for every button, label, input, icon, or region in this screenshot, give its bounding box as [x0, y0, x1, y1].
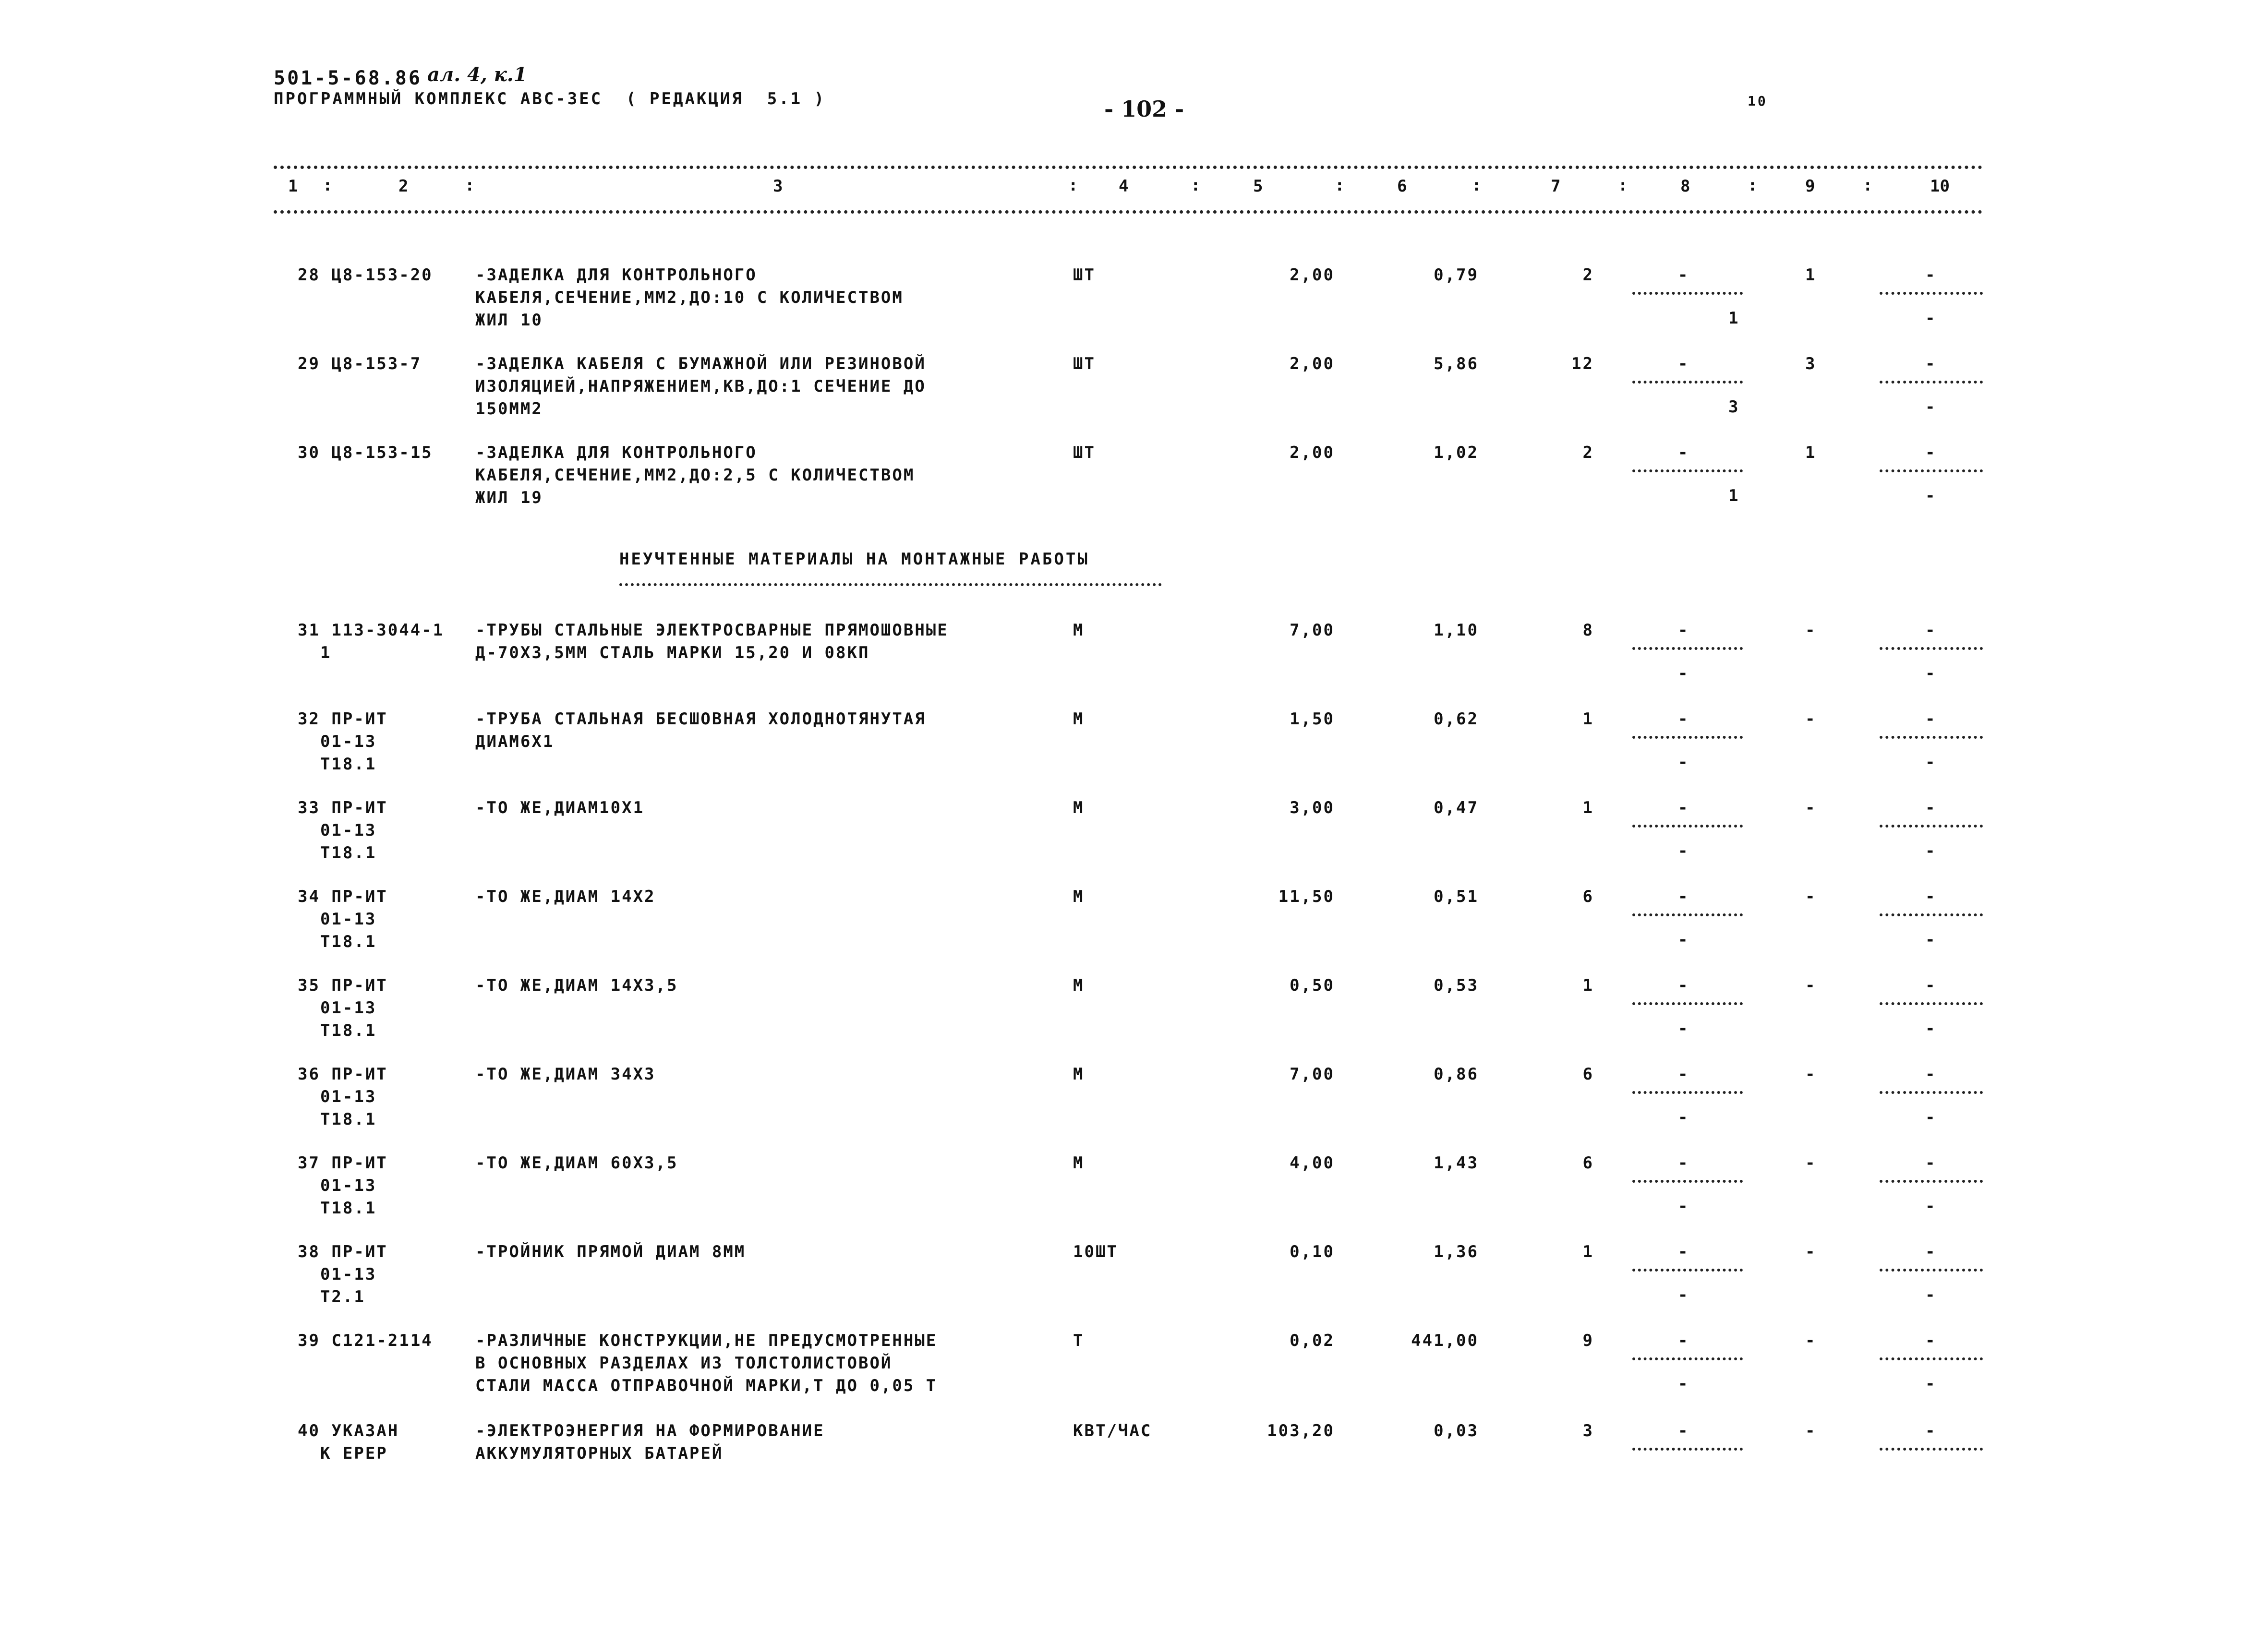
row-price: 0,51: [1434, 887, 1479, 906]
corner-mark: 10: [1748, 93, 1768, 109]
row-col10-bottom: -: [1925, 1285, 1937, 1305]
row-col8-bottom: 1: [1728, 486, 1740, 505]
column-number-8: 8: [1680, 177, 1690, 196]
page-number: - 102 -: [1104, 96, 1184, 122]
row-code: 35 ПР-ИТ 01-13 Т18.1: [298, 976, 388, 1040]
row-col8-bottom: -: [1678, 841, 1689, 861]
row-col10-bottom: -: [1925, 841, 1937, 861]
row-col7: 9: [1582, 1331, 1594, 1350]
row-col10-divider: [1880, 736, 1983, 739]
row-col9: -: [1805, 1065, 1817, 1084]
row-col9: -: [1805, 976, 1817, 995]
row-description: -ЗАДЕЛКА КАБЕЛЯ С БУМАЖНОЙ ИЛИ РЕЗИНОВОЙ ИЗОЛЯЦИЕЙ,НАПРЯЖЕНИЕМ,КВ,ДО:1 СЕЧЕНИЕ ДО 150ММ2: [475, 354, 926, 419]
row-description: -ТО ЖЕ,ДИАМ10Х1: [475, 798, 645, 817]
row-price: 0,86: [1434, 1065, 1479, 1084]
column-separator: :: [323, 176, 333, 195]
column-separator: :: [1618, 176, 1628, 195]
row-col10-bottom: -: [1925, 1374, 1937, 1393]
row-col8-bottom: 1: [1728, 309, 1740, 328]
row-quantity: 3,00: [1290, 798, 1335, 817]
row-col8-divider: [1632, 1091, 1743, 1094]
row-col8-divider: [1632, 825, 1743, 828]
row-col10-top: -: [1925, 1421, 1937, 1440]
row-price: 0,47: [1434, 798, 1479, 817]
row-col8-top: -: [1678, 1153, 1689, 1173]
row-col9: -: [1805, 621, 1817, 640]
row-col9: 1: [1805, 265, 1817, 285]
document-code: 501-5-68.86: [274, 67, 422, 89]
row-code: 38 ПР-ИТ 01-13 Т2.1: [298, 1242, 388, 1307]
row-col8-top: -: [1678, 1242, 1689, 1261]
row-col8-bottom: 3: [1728, 397, 1740, 417]
column-number-2: 2: [398, 177, 409, 196]
row-description: -ЗАДЕЛКА ДЛЯ КОНТРОЛЬНОГО КАБЕЛЯ,СЕЧЕНИЕ,ММ2,ДО:10 С КОЛИЧЕСТВОМ ЖИЛ 10: [475, 265, 904, 330]
row-col8-divider: [1632, 1180, 1743, 1183]
row-col9: 3: [1805, 354, 1817, 373]
column-separator: :: [1191, 176, 1201, 195]
row-code: 31 113-3044-1 1: [298, 621, 445, 662]
row-col10-divider: [1880, 1180, 1983, 1183]
row-col8-divider: [1632, 1002, 1743, 1005]
row-col10-divider: [1880, 1091, 1983, 1094]
row-price: 0,53: [1434, 976, 1479, 995]
row-description: -ТРУБЫ СТАЛЬНЫЕ ЭЛЕКТРОСВАРНЫЕ ПРЯМОШОВНЫЕ Д-70Х3,5ММ СТАЛЬ МАРКИ 15,20 И 08КП: [475, 621, 949, 662]
row-code: 33 ПР-ИТ 01-13 Т18.1: [298, 798, 388, 863]
column-number-3: 3: [773, 177, 783, 196]
column-number-1: 1: [288, 177, 298, 196]
row-col10-top: -: [1925, 887, 1937, 906]
row-price: 1,43: [1434, 1153, 1479, 1173]
row-code: 28 Ц8-153-20: [298, 265, 433, 285]
row-col8-divider: [1632, 381, 1743, 384]
column-number-7: 7: [1551, 177, 1561, 196]
column-number-6: 6: [1397, 177, 1407, 196]
row-col8-top: -: [1678, 265, 1689, 285]
row-col8-divider: [1632, 469, 1743, 472]
column-separator: :: [1863, 176, 1873, 195]
row-price: 0,03: [1434, 1421, 1479, 1440]
column-number-9: 9: [1805, 177, 1815, 196]
row-col8-bottom: -: [1678, 1374, 1689, 1393]
row-col10-divider: [1880, 1357, 1983, 1360]
row-description: -ТО ЖЕ,ДИАМ 60Х3,5: [475, 1153, 678, 1173]
row-description: -РАЗЛИЧНЫЕ КОНСТРУКЦИИ,НЕ ПРЕДУСМОТРЕННЫЕ В ОСНОВНЫХ РАЗДЕЛАХ ИЗ ТОЛСТОЛИСТОВОЙ СТАЛИ МАССА ОТПРАВОЧНОЙ МАРКИ,Т ДО 0,05 Т: [475, 1331, 938, 1395]
row-price: 1,02: [1434, 443, 1479, 462]
row-price: 0,79: [1434, 265, 1479, 285]
row-col8-bottom: -: [1678, 664, 1689, 683]
row-col10-top: -: [1925, 1153, 1937, 1173]
column-separator: :: [1335, 176, 1345, 195]
row-col9: 1: [1805, 443, 1817, 462]
row-col10-bottom: -: [1925, 486, 1937, 505]
row-code: 36 ПР-ИТ 01-13 Т18.1: [298, 1065, 388, 1129]
row-unit: М: [1073, 976, 1085, 995]
row-unit: М: [1073, 1153, 1085, 1173]
row-col8-top: -: [1678, 354, 1689, 373]
row-quantity: 7,00: [1290, 621, 1335, 640]
row-code: 34 ПР-ИТ 01-13 Т18.1: [298, 887, 388, 951]
row-col8-bottom: -: [1678, 1108, 1689, 1127]
header-rule-top: [274, 166, 1983, 169]
row-description: -ЭЛЕКТРОЭНЕРГИЯ НА ФОРМИРОВАНИЕ АККУМУЛЯТОРНЫХ БАТАРЕЙ: [475, 1421, 825, 1463]
row-col10-top: -: [1925, 1242, 1937, 1261]
section-title-underline: [619, 583, 1162, 586]
row-price: 1,36: [1434, 1242, 1479, 1261]
row-description: -ТО ЖЕ,ДИАМ 14Х3,5: [475, 976, 678, 995]
row-quantity: 2,00: [1290, 265, 1335, 285]
row-col7: 6: [1582, 887, 1594, 906]
row-quantity: 1,50: [1290, 709, 1335, 729]
row-col8-top: -: [1678, 1421, 1689, 1440]
row-col9: -: [1805, 1153, 1817, 1173]
row-col10-divider: [1880, 469, 1983, 472]
row-quantity: 7,00: [1290, 1065, 1335, 1084]
row-quantity: 0,50: [1290, 976, 1335, 995]
row-code: 30 Ц8-153-15: [298, 443, 433, 462]
row-col9: -: [1805, 887, 1817, 906]
row-unit: М: [1073, 621, 1085, 640]
row-col10-divider: [1880, 1269, 1983, 1272]
row-col8-top: -: [1678, 1331, 1689, 1350]
row-price: 441,00: [1411, 1331, 1479, 1350]
header-rule-bottom: [274, 210, 1983, 214]
row-col10-top: -: [1925, 1065, 1937, 1084]
row-col10-divider: [1880, 647, 1983, 650]
row-col8-top: -: [1678, 798, 1689, 817]
row-col8-divider: [1632, 1357, 1743, 1360]
row-description: -ТРОЙНИК ПРЯМОЙ ДИАМ 8ММ: [475, 1242, 746, 1261]
row-quantity: 0,02: [1290, 1331, 1335, 1350]
row-col10-top: -: [1925, 443, 1937, 462]
row-description: -ТО ЖЕ,ДИАМ 34Х3: [475, 1065, 656, 1084]
section-title: НЕУЧТЕННЫЕ МАТЕРИАЛЫ НА МОНТАЖНЫЕ РАБОТЫ: [619, 550, 1089, 569]
row-unit: ШТ: [1073, 354, 1096, 373]
row-price: 0,62: [1434, 709, 1479, 729]
row-col9: -: [1805, 709, 1817, 729]
row-col9: -: [1805, 1421, 1817, 1440]
row-col8-divider: [1632, 1269, 1743, 1272]
row-col8-bottom: -: [1678, 930, 1689, 949]
row-col7: 8: [1582, 621, 1594, 640]
row-quantity: 2,00: [1290, 443, 1335, 462]
row-col10-top: -: [1925, 798, 1937, 817]
row-col8-top: -: [1678, 709, 1689, 729]
row-unit: Т: [1073, 1331, 1085, 1350]
row-col8-divider: [1632, 736, 1743, 739]
row-col10-bottom: -: [1925, 1197, 1937, 1216]
row-price: 5,86: [1434, 354, 1479, 373]
row-col8-divider: [1632, 647, 1743, 650]
row-col9: -: [1805, 1242, 1817, 1261]
row-unit: М: [1073, 887, 1085, 906]
row-col8-top: -: [1678, 887, 1689, 906]
handwritten-note: ал. 4, к.1: [427, 63, 527, 86]
row-col8-bottom: -: [1678, 753, 1689, 772]
row-col10-divider: [1880, 1002, 1983, 1005]
row-unit: М: [1073, 798, 1085, 817]
row-col8-top: -: [1678, 443, 1689, 462]
row-description: -ЗАДЕЛКА ДЛЯ КОНТРОЛЬНОГО КАБЕЛЯ,СЕЧЕНИЕ,ММ2,ДО:2,5 С КОЛИЧЕСТВОМ ЖИЛ 19: [475, 443, 915, 507]
row-col8-top: -: [1678, 1065, 1689, 1084]
column-separator: :: [1748, 176, 1758, 195]
row-col10-bottom: -: [1925, 664, 1937, 683]
row-col7: 6: [1582, 1065, 1594, 1084]
row-col7: 1: [1582, 798, 1594, 817]
row-col10-top: -: [1925, 354, 1937, 373]
row-col10-top: -: [1925, 1331, 1937, 1350]
row-quantity: 11,50: [1278, 887, 1335, 906]
row-col10-divider: [1880, 1448, 1983, 1451]
row-col7: 1: [1582, 709, 1594, 729]
row-col8-top: -: [1678, 976, 1689, 995]
row-col9: -: [1805, 798, 1817, 817]
row-col10-top: -: [1925, 709, 1937, 729]
row-description: -ТО ЖЕ,ДИАМ 14Х2: [475, 887, 656, 906]
row-unit: ШТ: [1073, 265, 1096, 285]
row-col7: 2: [1582, 443, 1594, 462]
row-col9: -: [1805, 1331, 1817, 1350]
row-unit: М: [1073, 1065, 1085, 1084]
row-unit: М: [1073, 709, 1085, 729]
row-col7: 6: [1582, 1153, 1594, 1173]
row-col7: 2: [1582, 265, 1594, 285]
row-col7: 3: [1582, 1421, 1594, 1440]
row-col8-divider: [1632, 913, 1743, 916]
row-col7: 12: [1571, 354, 1594, 373]
column-number-5: 5: [1253, 177, 1263, 196]
row-price: 1,10: [1434, 621, 1479, 640]
row-col10-divider: [1880, 292, 1983, 295]
row-col10-bottom: -: [1925, 309, 1937, 328]
row-col8-divider: [1632, 1448, 1743, 1451]
row-col7: 1: [1582, 1242, 1594, 1261]
row-col10-bottom: -: [1925, 930, 1937, 949]
row-col8-top: -: [1678, 621, 1689, 640]
row-col8-bottom: -: [1678, 1019, 1689, 1038]
column-separator: :: [465, 176, 475, 195]
row-quantity: 2,00: [1290, 354, 1335, 373]
column-separator: :: [1068, 176, 1078, 195]
program-title: ПРОГРАММНЫЙ КОМПЛЕКС АВС-ЗЕС ( РЕДАКЦИЯ 5.1 ): [274, 89, 826, 108]
row-quantity: 4,00: [1290, 1153, 1335, 1173]
row-quantity: 103,20: [1267, 1421, 1335, 1440]
column-separator: :: [1472, 176, 1482, 195]
row-col10-bottom: -: [1925, 1108, 1937, 1127]
row-unit: ШТ: [1073, 443, 1096, 462]
row-code: 29 Ц8-153-7: [298, 354, 422, 373]
row-col8-divider: [1632, 292, 1743, 295]
row-col10-top: -: [1925, 976, 1937, 995]
row-code: 37 ПР-ИТ 01-13 Т18.1: [298, 1153, 388, 1218]
row-col8-bottom: -: [1678, 1197, 1689, 1216]
row-col8-bottom: -: [1678, 1285, 1689, 1305]
row-code: 39 С121-2114: [298, 1331, 433, 1350]
row-col10-bottom: -: [1925, 753, 1937, 772]
row-code: 40 УКАЗАН К ЕРЕР: [298, 1421, 399, 1463]
row-col10-top: -: [1925, 265, 1937, 285]
row-unit: 10ШТ: [1073, 1242, 1118, 1261]
row-col10-divider: [1880, 913, 1983, 916]
row-col7: 1: [1582, 976, 1594, 995]
column-number-10: 10: [1930, 177, 1950, 196]
row-col10-divider: [1880, 825, 1983, 828]
row-quantity: 0,10: [1290, 1242, 1335, 1261]
row-unit: КВТ/ЧАС: [1073, 1421, 1152, 1440]
row-description: -ТРУБА СТАЛЬНАЯ БЕСШОВНАЯ ХОЛОДНОТЯНУТАЯ ДИАМ6Х1: [475, 709, 926, 751]
row-code: 32 ПР-ИТ 01-13 Т18.1: [298, 709, 388, 774]
row-col10-divider: [1880, 381, 1983, 384]
row-col10-top: -: [1925, 621, 1937, 640]
row-col10-bottom: -: [1925, 397, 1937, 417]
row-col10-bottom: -: [1925, 1019, 1937, 1038]
column-number-4: 4: [1119, 177, 1129, 196]
